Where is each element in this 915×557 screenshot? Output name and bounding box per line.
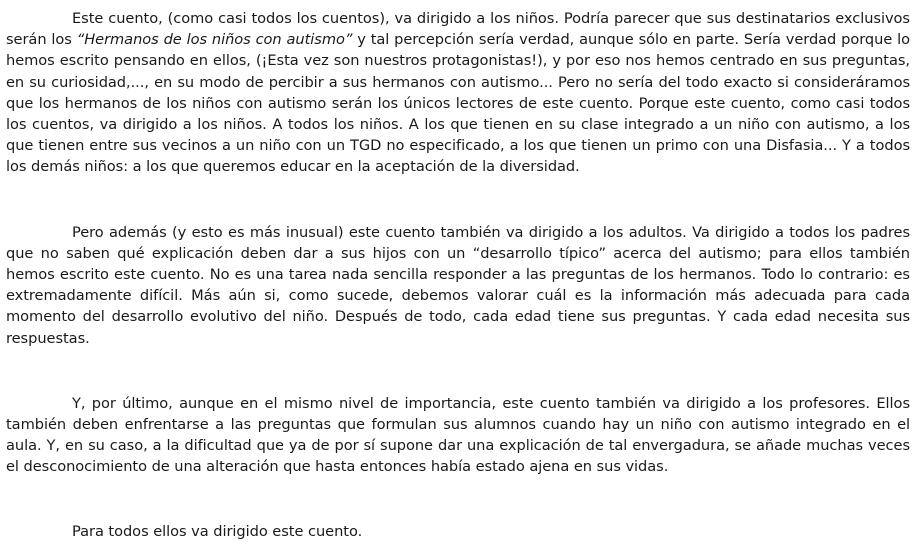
paragraph-4: Para todos ellos va dirigido este cuento. xyxy=(72,522,363,540)
paragraph-spacer xyxy=(6,178,910,222)
paragraph-spacer xyxy=(6,349,910,393)
paragraph-2: Pero además (y esto es más inusual) este cuento también va dirigido a los adultos. Va dirigido a todos los padres que no saben qué explicación deben dar a sus hijos con un “desarrollo típico” acerca del autismo; para ellos también hemos escrito este cuento. No es una tarea nada sencilla responder a las preguntas de los hermanos. Todo lo contrario: es extremadamente difícil. Más aún si, como sucede, debemos valorar cuál es la información más adecuada para cada momento del desarrollo evolutivo del niño. Después de todo, cada edad tiene sus preguntas. Y cada edad necesita sus respuestas. xyxy=(6,223,910,347)
paragraph-1 xyxy=(6,8,910,178)
italic-book-title: “Hermanos de los niños con autismo” xyxy=(76,31,353,49)
paragraph-spacer xyxy=(6,478,910,521)
paragraph-1-text-start: Este cuento, (como casi todos los cuentos), va dirigido a los niños. Podría parecer que sus destinatarios exclusivos serán los xyxy=(6,10,910,49)
document-page xyxy=(6,8,910,542)
paragraph-1-text-end: y tal percepción sería verdad, aunque sólo en parte. Sería verdad porque lo hemos escrito pensando en ellos, (¡Esta vez son nuestros protagonistas!), y por eso nos hemos centrado en sus preguntas, en su curiosidad,..., en su modo de percibir a sus hermanos con autismo... Pero no sería del todo exacto si consideráramos que los hermanos de los niños con autismo serán los únicos lectores de este cuento. Porque este cuento, como casi todos los cuentos, va dirigido a los niños. A todos los niños. A los que tienen en su clase integrado a un niño con autismo, a los que tienen entre sus vecinos a un niño con un TGD no especificado, a los que tienen un primo con una Disfasia... Y a todos los demás niños: a los que queremos educar en la aceptación de la diversidad. xyxy=(6,31,911,176)
paragraph-3: Y, por último, aunque en el mismo nivel de importancia, este cuento también va dirigido a los profesores. Ellos también deben enfrentarse a las preguntas que formulan sus alumnos cuando hay un niño con autismo integrado en el aula. Y, en su caso, a la dificultad que ya de por sí supone dar una explicación de tal envergadura, se añade muchas veces el desconocimiento de una alteración que hasta entonces había estado ajena en sus vidas. xyxy=(6,394,910,476)
